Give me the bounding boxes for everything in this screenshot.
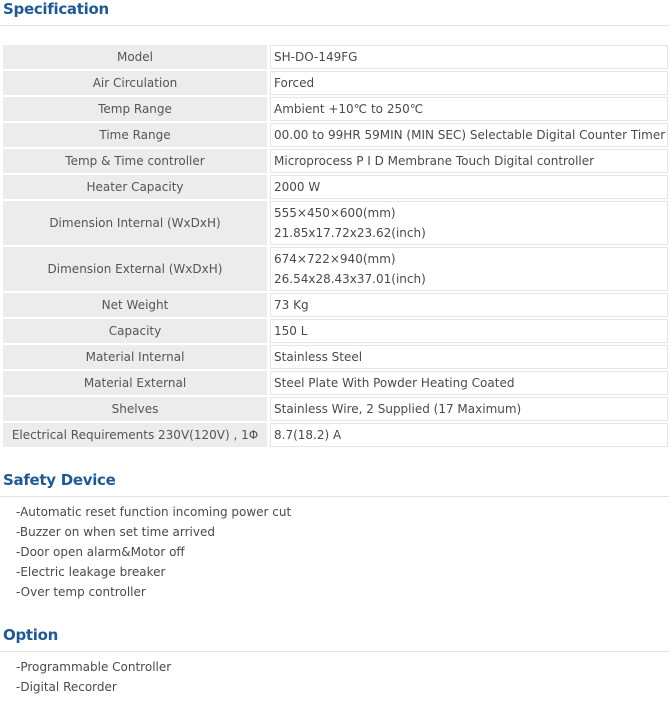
- specification-title: Specification: [3, 0, 109, 18]
- list-item: -Door open alarm&Motor off: [16, 545, 185, 559]
- spec-label: Electrical Requirements 230V(120V) , 1Φ: [3, 423, 270, 447]
- spec-value-line: 21.85x17.72x23.62(inch): [274, 226, 426, 240]
- spec-value-line: Stainless Steel: [274, 350, 363, 364]
- option-divider: [0, 651, 669, 652]
- spec-value: [270, 293, 668, 317]
- spec-label: Capacity: [3, 319, 270, 343]
- spec-value-line: 00.00 to 99HR 59MIN (MIN SEC) Selectable Digital Counter Timer: [274, 128, 666, 142]
- spec-value: [270, 397, 668, 421]
- spec-value: [270, 345, 668, 369]
- spec-value: [270, 201, 668, 245]
- table-row: [3, 319, 668, 343]
- spec-value-line: Ambient +10℃ to 250℃: [274, 102, 424, 116]
- spec-value-line: SH-DO-149FG: [274, 50, 358, 64]
- safety-device-title: Safety Device: [3, 471, 116, 489]
- option-list: [16, 657, 171, 697]
- table-row: [3, 175, 668, 199]
- list-item: -Automatic reset function incoming power cut: [16, 505, 292, 519]
- spec-value: [270, 175, 668, 199]
- specification-divider: [0, 25, 669, 26]
- table-row: [3, 293, 668, 317]
- spec-label: Shelves: [3, 397, 270, 421]
- spec-value-line: 2000 W: [274, 180, 321, 194]
- spec-value: [270, 319, 668, 343]
- spec-value: [270, 97, 668, 121]
- spec-value-line: Stainless Wire, 2 Supplied (17 Maximum): [274, 402, 522, 416]
- spec-value: [270, 45, 668, 69]
- spec-label: Dimension Internal (WxDxH): [3, 201, 270, 245]
- spec-value: [270, 149, 668, 173]
- spec-value-line: 26.54x28.43x37.01(inch): [274, 272, 426, 286]
- spec-value: [270, 247, 668, 291]
- spec-value: [270, 71, 668, 95]
- spec-label: Net Weight: [3, 293, 270, 317]
- spec-value-line: Microprocess P I D Membrane Touch Digital controller: [274, 154, 595, 168]
- spec-value-line: Steel Plate With Powder Heating Coated: [274, 376, 515, 390]
- list-item: -Programmable Controller: [16, 660, 172, 674]
- spec-label: Time Range: [3, 123, 270, 147]
- table-row: [3, 201, 668, 245]
- table-row: [3, 345, 668, 369]
- table-row: [3, 97, 668, 121]
- spec-label: Material External: [3, 371, 270, 395]
- list-item: -Electric leakage breaker: [16, 565, 166, 579]
- spec-label: Air Circulation: [3, 71, 270, 95]
- table-row: [3, 423, 668, 447]
- table-row: [3, 71, 668, 95]
- spec-value-line: 73 Kg: [274, 298, 309, 312]
- table-row: [3, 123, 668, 147]
- table-row: [3, 45, 668, 69]
- spec-value: [270, 423, 668, 447]
- table-row: [3, 371, 668, 395]
- safety-device-divider: [0, 496, 669, 497]
- spec-value-line: Forced: [274, 76, 315, 90]
- spec-value-line: 674×722×940(mm): [274, 252, 396, 266]
- spec-value-line: 8.7(18.2) A: [274, 428, 342, 442]
- table-row: [3, 149, 668, 173]
- spec-value: [270, 371, 668, 395]
- table-row: [3, 247, 668, 291]
- option-title: Option: [3, 626, 58, 644]
- spec-label: Temp Range: [3, 97, 270, 121]
- safety-device-list: [16, 502, 291, 602]
- specification-table: [3, 43, 668, 449]
- spec-value-line: 150 L: [274, 324, 308, 338]
- specification-table-body: [3, 45, 668, 447]
- spec-label: Dimension External (WxDxH): [3, 247, 270, 291]
- spec-label: Material Internal: [3, 345, 270, 369]
- list-item: -Over temp controller: [16, 585, 146, 599]
- spec-label: Heater Capacity: [3, 175, 270, 199]
- spec-value: [270, 123, 668, 147]
- spec-value-line: 555×450×600(mm): [274, 206, 396, 220]
- table-row: [3, 397, 668, 421]
- spec-label: Temp & Time controller: [3, 149, 270, 173]
- spec-label: Model: [3, 45, 270, 69]
- list-item: -Buzzer on when set time arrived: [16, 525, 215, 539]
- list-item: -Digital Recorder: [16, 680, 117, 694]
